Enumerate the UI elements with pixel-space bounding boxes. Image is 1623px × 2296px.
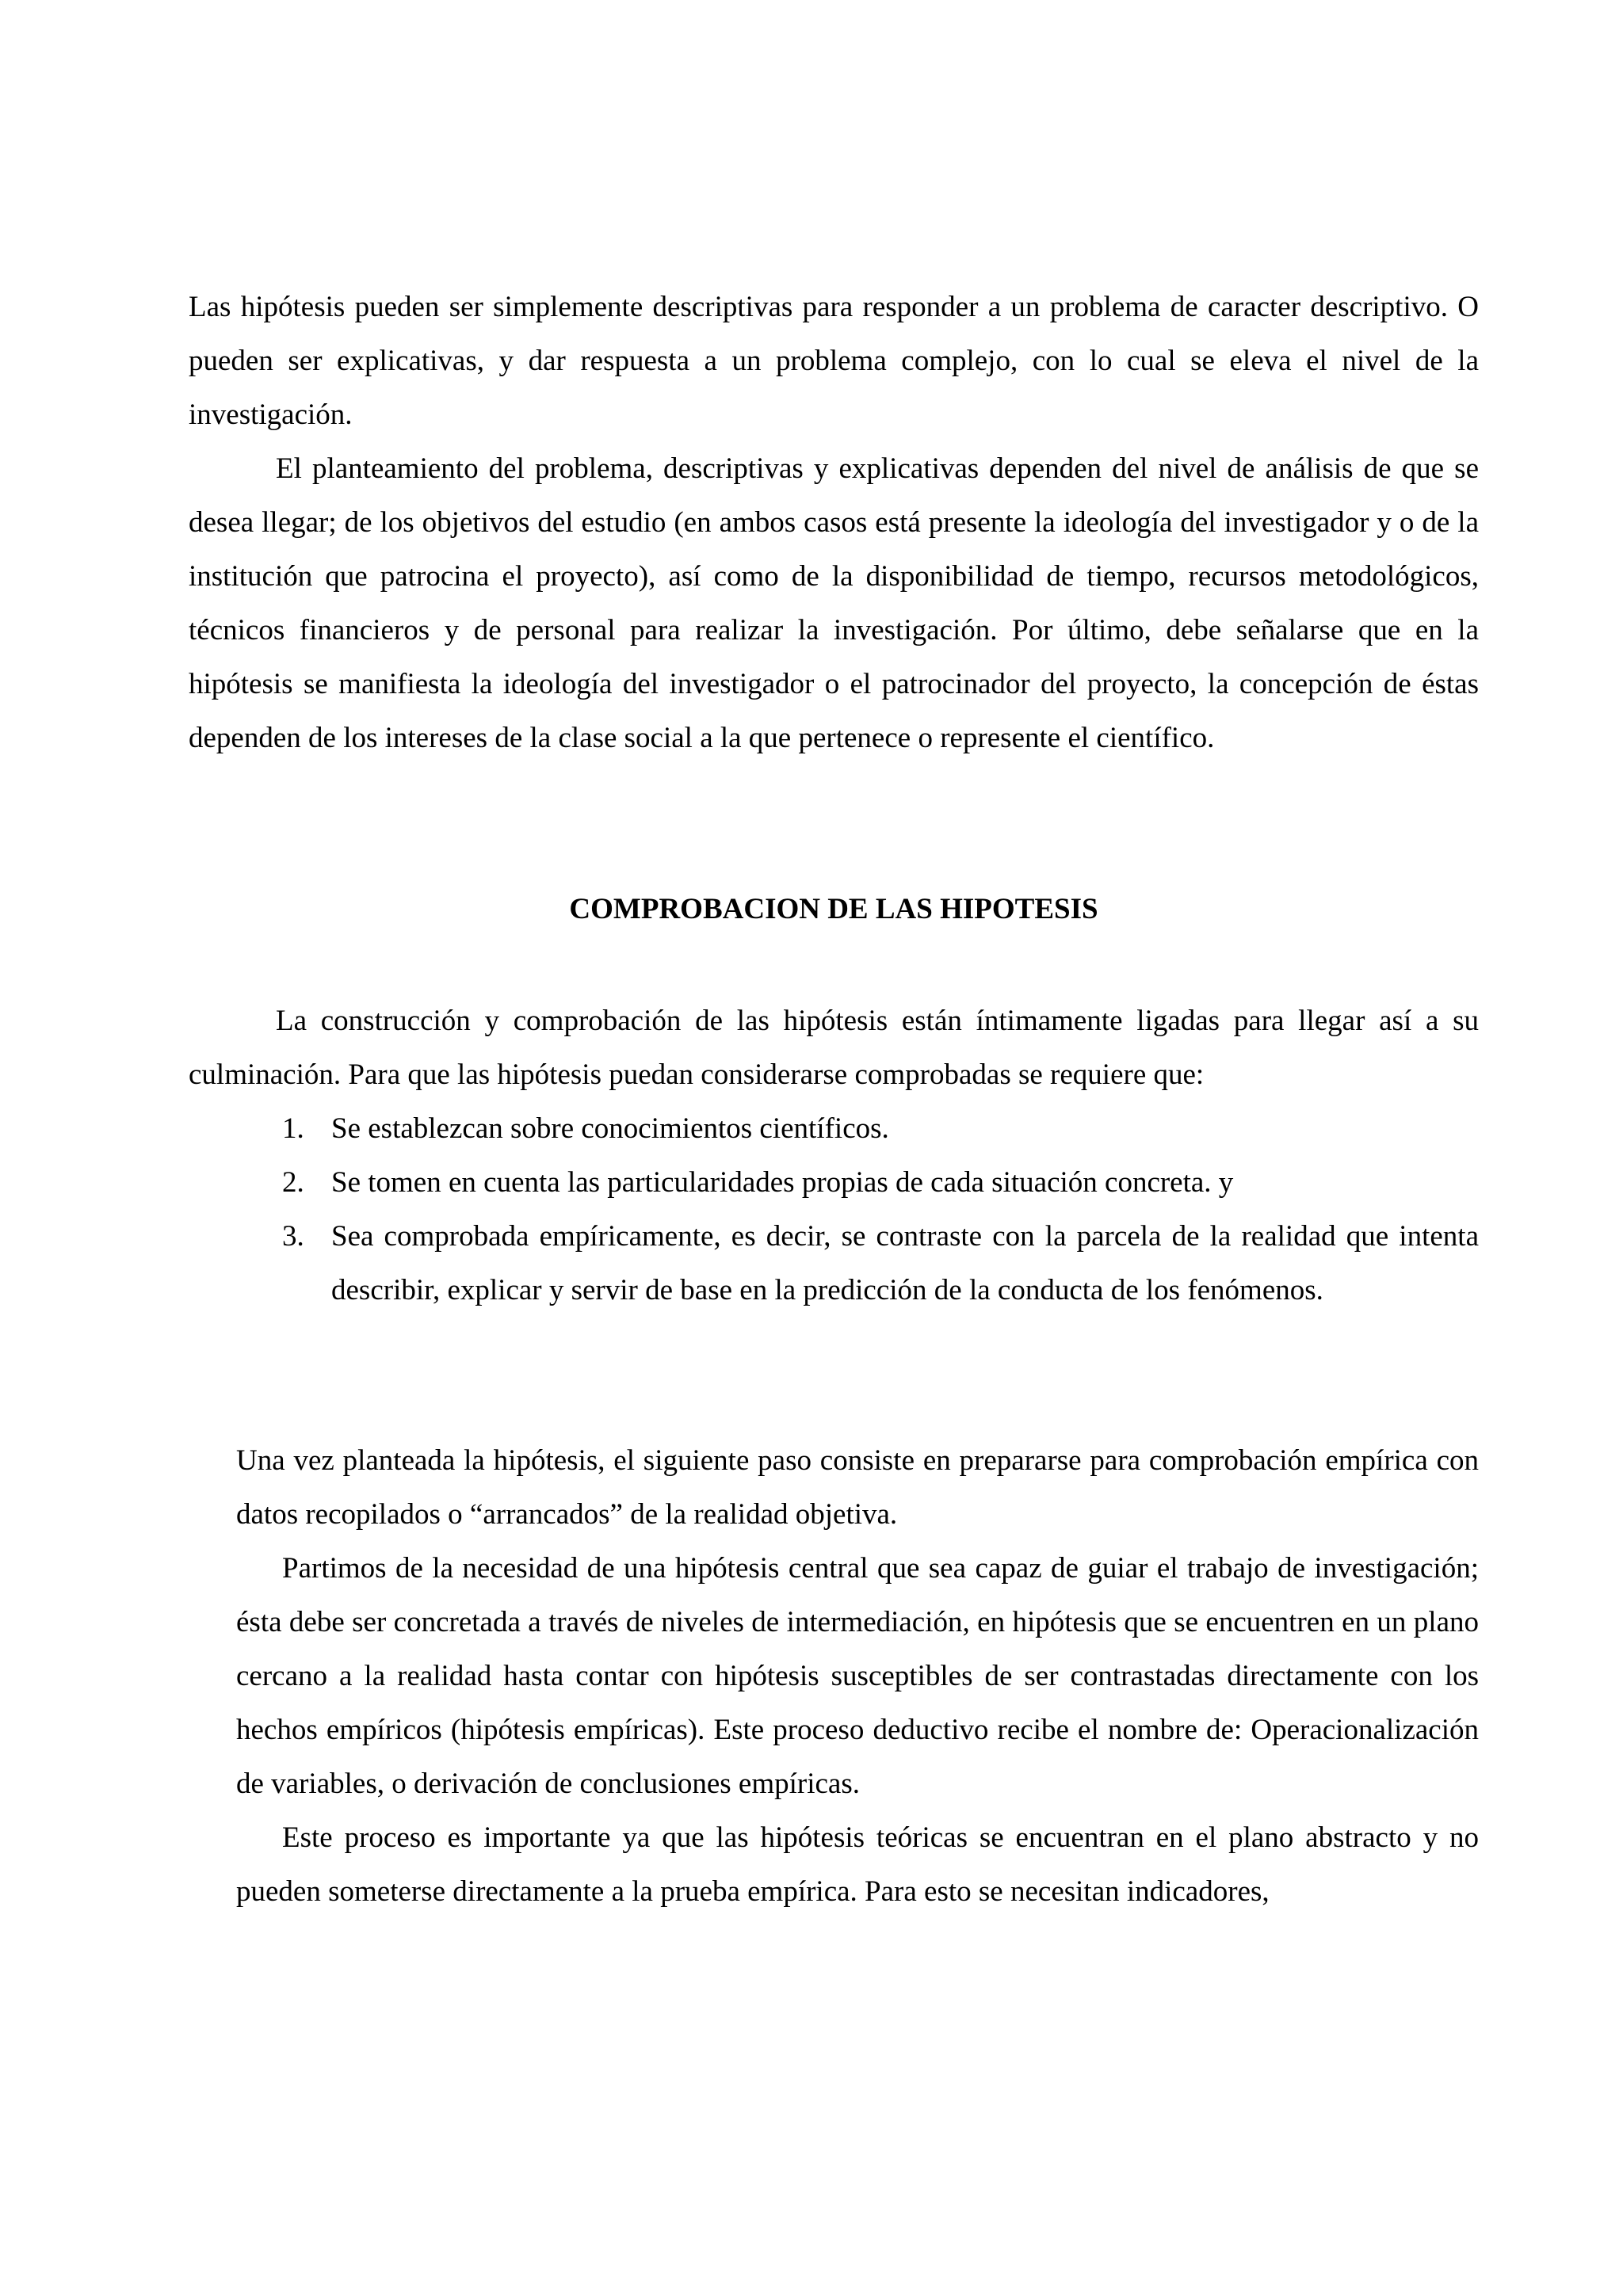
intro-paragraph-1: Las hipótesis pueden ser simplemente descriptivas para responder a un problema de caracter descriptivo. O pueden ser explicativas, y dar respuesta a un problema complejo, con lo cual se eleva el nivel de la investigación.: [189, 291, 1479, 431]
closing-paragraph-2: Partimos de la necesidad de una hipótesis central que sea capaz de guiar el trabajo de investigación; ésta debe ser concretada a través de niveles de intermediación, en hipótesis que se encuentren en un plano cercano a la realidad hasta contar con hipótesis susceptibles de ser contrastadas directamente con los hechos empíricos (hipótesis empíricas). Este proceso deductivo recibe el nombre de: Operacionalización de variables, o derivación de conclusiones empíricas.: [236, 1552, 1479, 1800]
closing-section: [236, 1434, 1479, 1919]
list-item: [189, 1210, 1479, 1318]
section-intro-paragraph: La construcción y comprobación de las hipótesis están íntimamente ligadas para llegar así a su culminación. Para que las hipótesis puedan considerarse comprobadas se requiere que:: [189, 1005, 1479, 1091]
section-heading: COMPROBACION DE LAS HIPOTESIS: [569, 893, 1098, 925]
list-item-number: 1.: [282, 1112, 304, 1145]
list-item: [189, 1102, 1479, 1156]
list-item-text: Se tomen en cuenta las particularidades propias de cada situación concreta. y: [331, 1166, 1234, 1199]
list-item-text: Sea comprobada empíricamente, es decir, se contraste con la parcela de la realidad que intenta describir, explicar y servir de base en la predicción de la conducta de los fenómenos.: [331, 1220, 1479, 1306]
intro-paragraph-2: El planteamiento del problema, descriptivas y explicativas dependen del nivel de análisis de que se desea llegar; de los objetivos del estudio (en ambos casos está presente la ideología del investigador y o de la institución que patrocina el proyecto), así como de la disponibilidad de tiempo, recursos metodológicos, técnicos financieros y de personal para realizar la investigación. Por último, debe señalarse que en la hipótesis se manifiesta la ideología del investigador o el patrocinador del proyecto, la concepción de éstas dependen de los intereses de la clase social a la que pertenece o represente el científico.: [189, 452, 1479, 754]
list-item-text: Se establezcan sobre conocimientos científicos.: [331, 1112, 889, 1145]
intro-section: [189, 280, 1479, 765]
list-item: [189, 1156, 1479, 1210]
list-item-number: 3.: [282, 1220, 304, 1253]
list-item-number: 2.: [282, 1166, 304, 1199]
requirements-list: [189, 1102, 1479, 1318]
comprobacion-section: [189, 994, 1479, 1318]
closing-paragraph-1: Una vez planteada la hipótesis, el siguiente paso consiste en prepararse para comprobación empírica con datos recopilados o “arrancados” de la realidad objetiva.: [236, 1444, 1479, 1531]
closing-paragraph-3: Este proceso es importante ya que las hipótesis teóricas se encuentran en el plano abstracto y no pueden someterse directamente a la prueba empírica. Para esto se necesitan indicadores,: [236, 1821, 1479, 1908]
